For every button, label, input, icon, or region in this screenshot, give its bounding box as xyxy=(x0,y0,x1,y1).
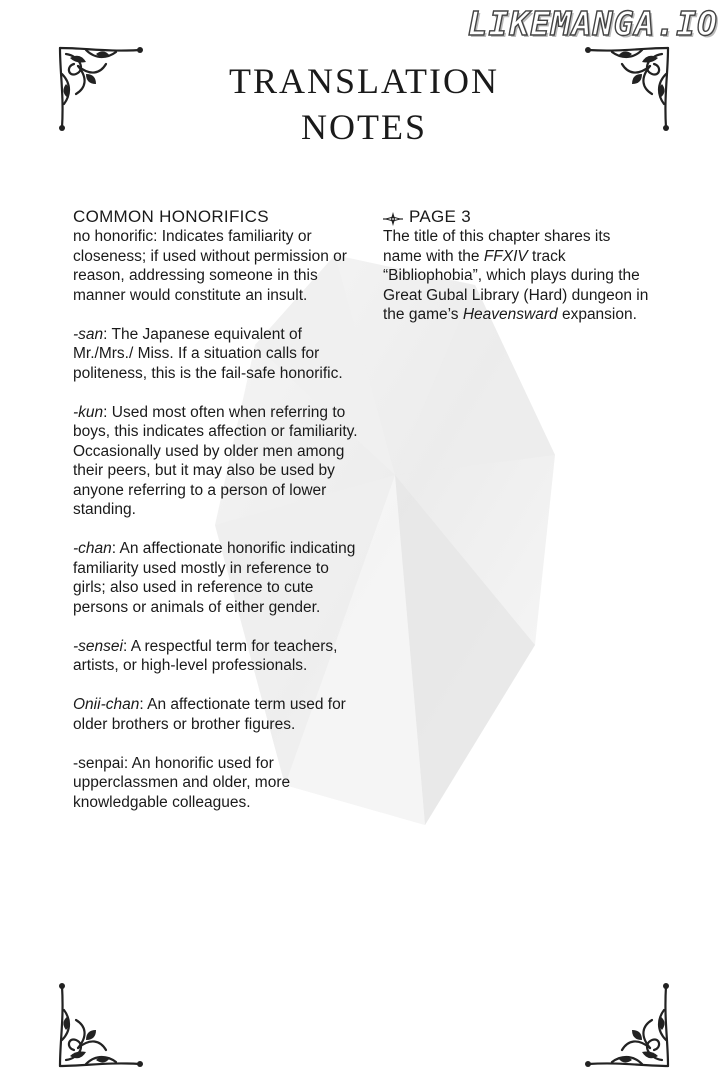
honorific-entry xyxy=(73,539,365,617)
page-note-heading-text: PAGE 3 xyxy=(409,207,471,226)
honorific-definition: : An affectionate honorific indicating familiarity used mostly in reference to girls; also used in reference to cute persons or animals of either gender. xyxy=(73,540,356,616)
site-watermark: LIKEMANGA.IO xyxy=(467,4,718,43)
ornament-bottom-right-icon xyxy=(584,982,672,1070)
honorific-definition: : Used most often when referring to boys, this indicates affection or familiarity. Occasionally used by older men among their peers, but it may also be used by anyone referring to a person of lower standing. xyxy=(73,403,358,518)
honorific-definition: : An affectionate term used for older brothers or brother figures. xyxy=(73,696,346,733)
honorific-term: -chan xyxy=(73,540,112,557)
honorific-entry xyxy=(73,754,365,813)
page-title-line-1: TRANSLATION xyxy=(229,61,499,101)
honorific-entry xyxy=(73,403,365,520)
ornament-bottom-left-icon xyxy=(56,982,144,1070)
honorific-definition: : The Japanese equivalent of Mr./Mrs./ Miss. If a situation calls for politeness, this is the fail-safe honorific. xyxy=(73,325,343,382)
page-note-text xyxy=(383,227,653,325)
honorific-term: -sensei xyxy=(73,637,123,655)
honorific-entry xyxy=(73,325,365,384)
honorific-definition: : A respectful term for teachers, artists, or high-level professionals. xyxy=(73,637,338,674)
page-note-heading xyxy=(383,206,653,227)
honorifics-heading: COMMON HONORIFICS xyxy=(73,207,269,226)
page-note-italic-expansion: Heavensward xyxy=(462,306,558,323)
honorific-entry xyxy=(73,637,365,676)
honorific-definition: : Indicates familiarity or closeness; if used without permission or reason, addressing someone in this manner would constitute an insult. xyxy=(73,228,347,304)
page-note-column xyxy=(383,206,653,325)
honorifics-column xyxy=(73,206,365,832)
compass-bullet-icon xyxy=(383,210,403,224)
honorific-term: -senpai xyxy=(73,754,124,772)
honorific-entry xyxy=(73,695,365,734)
honorific-term: -kun xyxy=(73,403,104,421)
page-note-text-part: expansion. xyxy=(557,306,637,323)
honorific-entry xyxy=(73,227,365,305)
honorific-definition: : An honorific used for upperclassmen and older, more knowledgable colleagues. xyxy=(73,754,291,811)
page-title xyxy=(0,58,728,150)
honorific-term: no honorific xyxy=(73,228,154,245)
page-note-text-part: track “Bibliophobia”, which plays during the Great Gubal Library (Hard) dungeon in the game’s xyxy=(383,247,649,323)
page-note-italic-game: FFXIV xyxy=(483,247,528,265)
honorific-term: Onii-chan xyxy=(73,696,140,713)
page-title-line-2: NOTES xyxy=(301,107,427,147)
honorific-term: -san xyxy=(73,325,104,343)
page-note-text-part: The title of this chapter shares its name with the xyxy=(383,228,611,265)
